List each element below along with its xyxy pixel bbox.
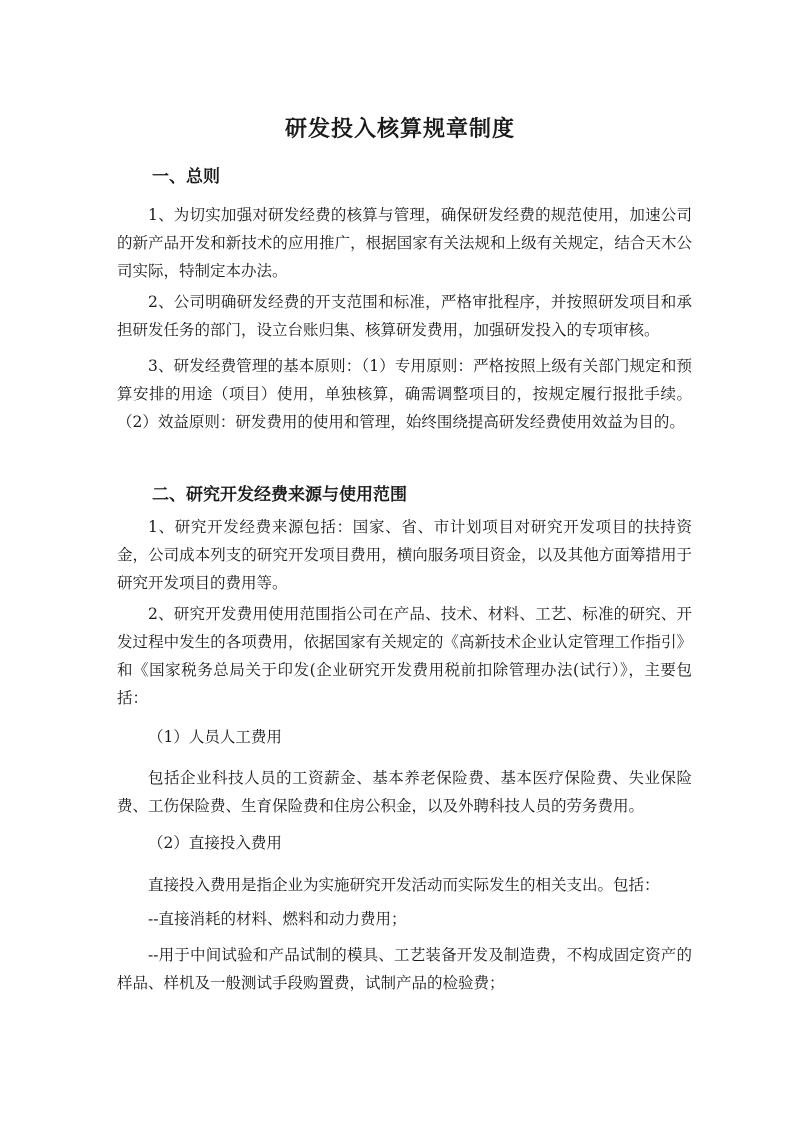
paragraph-1-3: 3、研发经费管理的基本原则：（1）专用原则：严格按照上级有关部门规定和预算安排的用途（项目）使用，单独核算，确需调整项目的，按规定履行报批手续。（2）效益原则：研发费用的使用和管理，始终围绕提高研发经费使用效益为目的。: [117, 357, 692, 431]
section-heading-general: 一、总则: [152, 167, 220, 187]
section-heading-funding: 二、研究开发经费来源与使用范围: [152, 485, 407, 505]
item-2-text: 直接投入费用是指企业为实施研究开发活动而实际发生的相关支出。包括：: [148, 876, 660, 894]
paragraph-1-2: 2、公司明确研发经费的开支范围和标准，严格审批程序，并按照研发项目和承担研发任务的部门，设立台账归集、核算研发费用，加强研发投入的专项审核。: [117, 293, 692, 339]
item-2-bullet-2: --用于中间试验和产品试制的模具、工艺装备开发及制造费，不构成固定资产的样品、样机及一般测试手段购置费，试制产品的检验费；: [117, 946, 692, 992]
item-1-text: 包括企业科技人员的工资薪金、基本养老保险费、基本医疗保险费、失业保险费、工伤保险费、生育保险费和住房公积金，以及外聘科技人员的劳务费用。: [117, 769, 692, 815]
document-title: 研发投入核算规章制度: [284, 116, 515, 142]
paragraph-2-1: 1、研究开发经费来源包括：国家、省、市计划项目对研究开发项目的扶持资金，公司成本列支的研究开发项目费用，横向服务项目资金，以及其他方面筹措用于研究开发项目的费用等。: [117, 518, 692, 592]
paragraph-2-2: 2、研究开发费用使用范围指公司在产品、技术、材料、工艺、标准的研究、开发过程中发生的各项费用，依据国家有关规定的《高新技术企业认定管理工作指引》和《国家税务总局关于印发(企业研究开发费用税前扣除管理办法(试行）》，主要包括：: [117, 605, 692, 707]
item-2-heading: （2）直接投入费用: [148, 834, 282, 852]
paragraph-1-1: 1、为切实加强对研发经费的核算与管理，确保研发经费的规范使用，加速公司的新产品开发和新技术的应用推广，根据国家有关法规和上级有关规定，结合天木公司实际，特制定本办法。: [117, 206, 692, 280]
item-2-bullet-1: --直接消耗的材料、燃料和动力费用；: [148, 910, 407, 928]
item-1-heading: （1）人员人工费用: [148, 728, 282, 746]
